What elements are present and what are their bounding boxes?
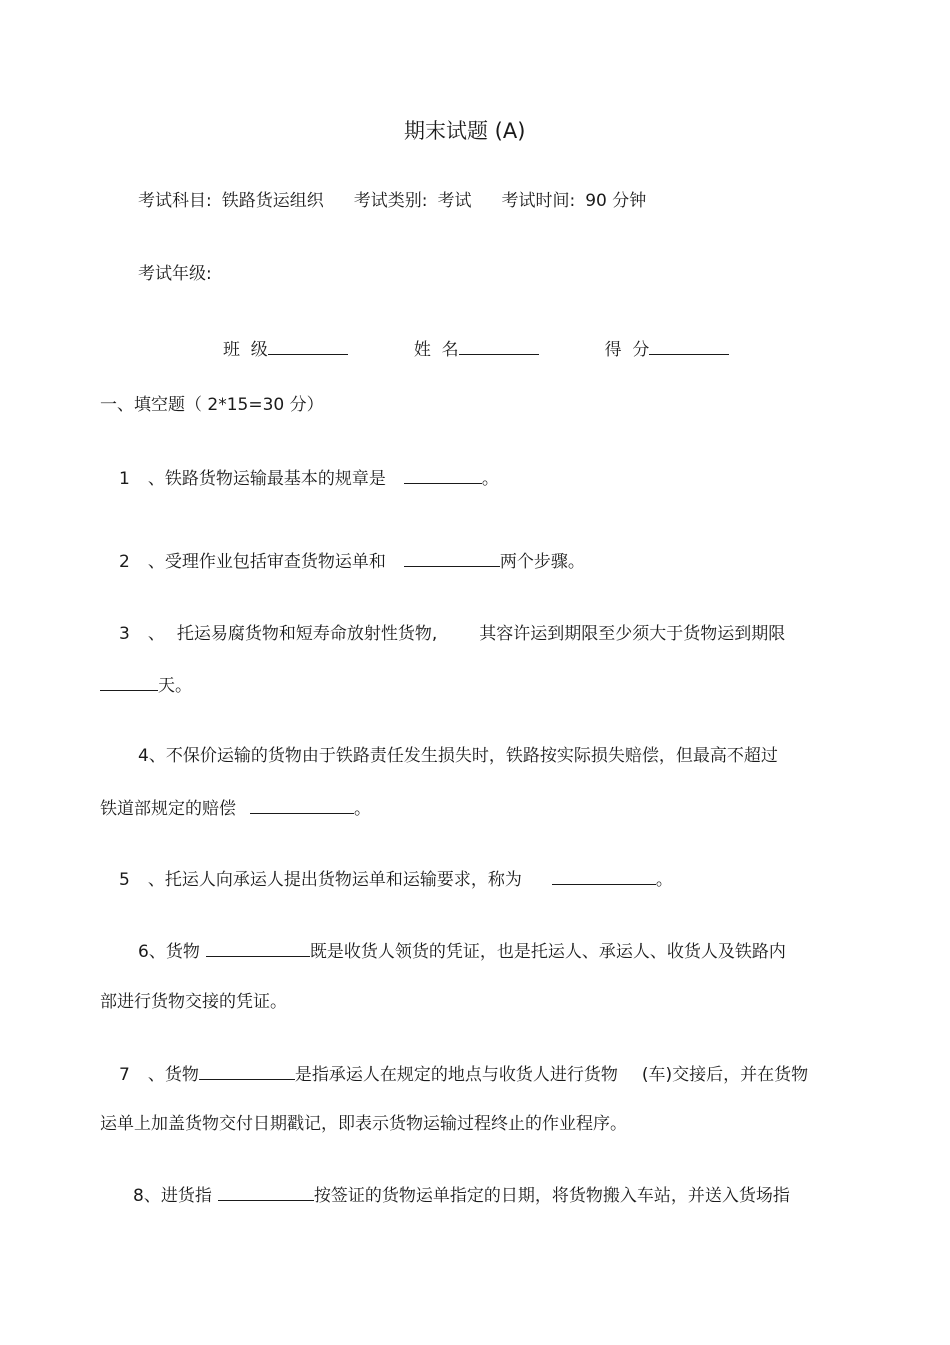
question-4-line-2 [100,797,371,820]
q1-blank [404,467,482,484]
q2-number: 2 [119,552,130,572]
exam-info-line [138,190,646,212]
q2-end: 两个步骤。 [499,552,585,572]
class-blank [268,338,348,355]
q3-text-a: 托运易腐货物和短寿命放射性货物, [176,624,438,644]
q5-number: 5 [119,870,130,890]
q4-blank [250,797,354,814]
q5-end: 。 [655,870,673,890]
q7-mid: 是指承运人在规定的地点与收货人进行货物 [294,1065,618,1085]
question-6 [138,940,786,963]
q4-line2-text: 铁道部规定的赔偿 [100,799,236,819]
q5-blank [552,868,656,885]
q7-start: 、货物 [147,1065,199,1085]
q4-end: 。 [354,799,371,819]
time-label: 考试时间: [501,191,576,211]
name-blank [459,338,539,355]
q3-sep: 、 [147,624,165,644]
section-1-title: 一、填空题（ 2*15=30 分） [100,395,324,415]
time-value: 90 分钟 [585,191,647,211]
score-blank [649,338,729,355]
q6-blank [206,940,310,957]
question-1 [119,467,499,490]
q8-blank [218,1184,314,1201]
q3-number: 3 [119,624,130,644]
student-info-line [223,338,729,361]
question-3-line-2 [100,674,192,697]
page-title: 期末试题 (A) [404,119,526,143]
question-7 [119,1063,808,1086]
q7-paren: (车) [641,1065,673,1085]
question-8 [133,1184,790,1207]
q7-blank [199,1063,295,1080]
grade-label: 考试年级: [138,264,212,284]
subject-label: 考试科目: [138,191,212,211]
q3-blank [100,674,158,691]
q6-rest: 既是收货人领货的凭证，也是托运人、承运人、收货人及铁路内 [309,942,786,962]
q6-start: 6、货物 [138,942,200,962]
subject-value: 铁路货运组织 [221,191,324,211]
question-4: 4、不保价运输的货物由于铁路责任发生损失时，铁路按实际损失赔偿，但最高不超过 [138,746,778,766]
q8-start: 8、进货指 [133,1186,212,1206]
q3-text-b: 其容许运到期限至少须大于货物运到期限 [479,624,786,644]
question-3 [119,623,785,645]
q2-blank [404,550,500,567]
q1-end: 。 [481,469,499,489]
name-label: 姓 名 [413,340,459,360]
q1-text: 、铁路货物运输最基本的规章是 [147,469,386,489]
q7-rest: 交接后，并在货物 [672,1065,809,1085]
q2-text: 、受理作业包括审查货物运单和 [147,552,386,572]
category-value: 考试 [437,191,472,211]
score-label: 得 分 [604,340,650,360]
question-7-line-2: 运单上加盖货物交付日期戳记，即表示货物运输过程终止的作业程序。 [100,1114,627,1134]
question-6-line-2: 部进行货物交接的凭证。 [100,992,287,1012]
q1-number: 1 [119,469,130,489]
question-5 [119,868,673,891]
category-label: 考试类别: [353,191,428,211]
q7-number: 7 [119,1065,130,1085]
q8-rest: 按签证的货物运单指定的日期，将货物搬入车站，并送入货场指 [313,1186,790,1206]
class-label: 班 级 [223,340,268,360]
q5-text: 、托运人向承运人提出货物运单和运输要求，称为 [147,870,522,890]
question-2 [119,550,585,573]
q3-end: 天。 [158,676,192,696]
